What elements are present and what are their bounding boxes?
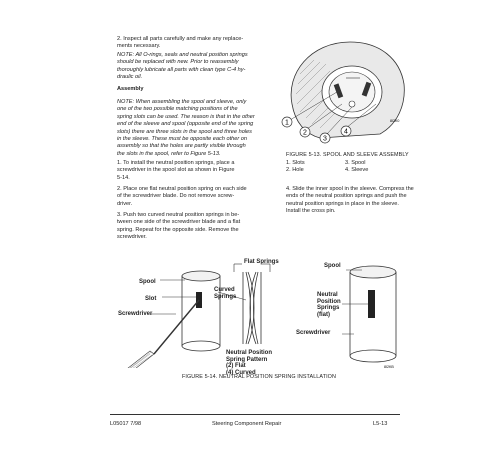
assembly-heading: Assembly (117, 86, 144, 92)
label-neutral-flat: Neutral Position Springs (flat) (317, 292, 341, 318)
note-o-rings: NOTE: All O-rings, seals and neutral position springs should be replaced with new. Prior to reassembly thoroughly lubricate all parts with clean type C-4 hy- draulic oil. (117, 52, 248, 81)
footer-doc-id: L05017 7/98 (110, 421, 142, 427)
footer-page: L5-13 (373, 421, 388, 427)
figure-13-ref: 8I2K0 (390, 119, 400, 123)
footer-section: Steering Component Repair (212, 421, 282, 427)
label-screwdriver-left: Screwdriver (118, 311, 153, 317)
legend-sleeve: 4. Sleeve (345, 167, 369, 174)
footer-rule (110, 414, 400, 415)
step-2b-text: 2. Place one flat neutral position spring on each side of the screwdriver blade. Do not remove screw- driver. (117, 186, 247, 207)
label-flat-springs: Flat Springs (244, 259, 279, 265)
figure-14-caption: FIGURE 5-14. NEUTRAL POSITION SPRING INSTALLATION (182, 374, 336, 380)
callout-2: 2 (303, 129, 307, 137)
figure-13-legend (286, 160, 446, 175)
callout-1: 1 (285, 119, 289, 127)
figure-13-caption: FIGURE 5-13. SPOOL AND SLEEVE ASSEMBLY (286, 152, 409, 158)
figure-14-ref: 8I2KB (384, 365, 394, 368)
legend-hole: 2. Hole (286, 167, 304, 174)
label-screwdriver-right: Screwdriver (296, 330, 331, 336)
label-neutral-pattern: Neutral Position Spring Pattern (2) Flat (4) Curved (226, 350, 273, 376)
callout-4: 4 (344, 128, 348, 136)
note-assembly: NOTE: When assembling the spool and sleeve, only one of the two possible matching positions of the spring slots can be used. The reason is that in the other end of the sleeve and spool (opposite end of the spring slots) there are three slots in the spool and three holes in the sleeve. These must be opposite each other on assembly so that the holes are partly visible through the slots in the spool, refer to Figure 5-13. (117, 99, 255, 157)
step-1-text: 1. To install the neutral position springs, place a screwdriver in the spool slot as shown in Figure 5-14. (117, 160, 235, 181)
label-curved-springs: Curved Springs (214, 287, 237, 300)
label-slot: Slot (145, 296, 157, 302)
callout-3: 3 (323, 135, 327, 143)
step-3-text: 3. Push two curved neutral position springs in be- tween one side of the screwdriver blade and a flat spring. Repeat for the opposite side. Remove the screwdriver. (117, 212, 241, 241)
step-2-text: 2. Inspect all parts carefully and make any replace- ments necessary. (117, 36, 244, 50)
legend-slots: 1. Slots (286, 160, 305, 166)
spool-sleeve-figure (280, 34, 410, 152)
label-spool-left: Spool (139, 279, 156, 285)
label-spool-right: Spool (324, 263, 341, 269)
legend-spool: 3. Spool (345, 160, 366, 166)
step-4-text: 4. Slide the inner spool in the sleeve. Compress the ends of the neutral position springs and push the neutral position springs in place in the sleeve. Install the cross pin. (286, 186, 414, 215)
